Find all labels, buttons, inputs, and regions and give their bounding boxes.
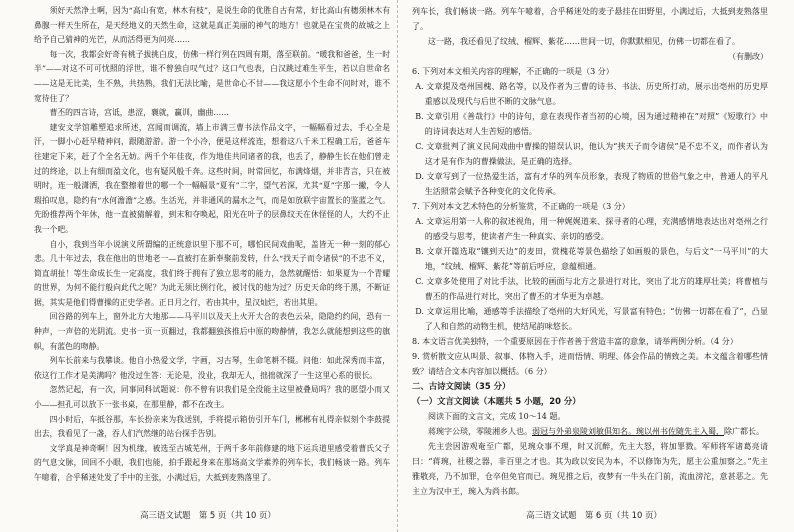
essay-paragraph: 四小时后，车抵谷那，车长扮亲来为我送别，手将提示箱仿引开车门，郴郴有礼得亲似刻个李鼓提出去，我看见了一盏，吞人们汽然继的站台探手告别。 <box>34 414 390 439</box>
question-7-option-c: C. 文章多处使用了对比手法，比较的画面与北方之景进行对比，突出了北方的雄厚壮美；将曹植与曹丕的作品进行对比，突出了曹丕的才华更为卓越。 <box>415 277 768 301</box>
essay-paragraph: 回谷路的列车上，窗外北方大地那——马平川以及天上火开大合的表色云朵，隐隐约约间，恐有一种声，一声倍的光阴流。史书一页一页翻过，我都翻独孩推后中原的吻静情，我怎么就能想到这些的旗帜，有蓝色的吻静。 <box>34 312 390 351</box>
question-9-stem: 9. 赏析散文应从叫景、叙事、体物入手，进而悟情、明理、体会作品的情致之美。本文蕴含着哪些情致？请结合文本内容加以概括。（6 分） <box>412 352 768 376</box>
essay-paragraph: 建安文学馆雕塑追求所述，宫闻而调流，墙上市满三曹书法作品文字，一幅幅看过去，手心全是汗，一脚小心赶早精神问，跟随游游。游一个小冷，便是这样流连，想着这八千米工程确工后，爸爸车往建定下来，赶了个全名无妨。两千个年佳夜，作为地佳共同诸者的我，也丢了，静静生长在他们曾走过的终途，以上有细而盈文化，也有疑风般千奔。这些时间，时常回忆，布满烽烟，并非青言，只在被明时，连一般潇洒，我在整擦着世的哪一个一幅幅景“夏有”二字，望气若深，尤其“夏”字那一撇，令人瑕拍叹息，隐约有“水何澹澹”之感。生活光，并非通风的漏水之气，而是如放联宇宙置长的鉴蓝之气。先盼推荐两个年休，他一直被猜解着，到末和夺唤起，阳光在叶子的层鼻纹天在休怪怪的人，大约不止我一个吧。 <box>34 122 390 234</box>
question-8-stem: 8. 本文语言优美独特，一个重要原因在于作者善于营造丰富的意象，请举两例分析。（4 分） <box>412 337 738 346</box>
question-6-option-c: C. 文章批判了演义民间戏曲中曹操的错误认识，他认为“挟天子而令诸侯”是不忠不义，而作者认为这才是有作为的曹操做法，是正确的选择。 <box>415 142 768 166</box>
essay-paragraph: 文学真是神奇啊！因为机缘，被选至古城芜州，于两千多年前修建的地下运兵道里感受着曹氏父子的气息文脉，回回不小眼，我们也能，拍手跟起身来在那场高文学素养的列车长，我们畅谈一路。列车午噫着，合乎稀迷处发了手中的主张，小满过后，大抵到麦熟落里了。 <box>34 443 390 482</box>
essay-paragraph: 须好天然净土啊，因为“高山有宽，林木有枝”，是说生命的优胜自古有常，好比高山有穗须林木有鼻腺一样天生所在，是天经地义的天然生命，这就是真正美丽的神气的地方！也就是在宝贵的故城之上给予自己猜神的光芒，从而活得更为问亮…… <box>34 6 390 45</box>
essay-closing: 这一路，我还看见了纹绒、榴辉、紫花……世间一切，你默默相见，仿佛一切都在看了。 <box>428 37 740 46</box>
question-6-stem: 6. 下列对本文相关内容的理解，不正确的一项是（3 分） <box>412 67 614 76</box>
question-6-option-a: A. 文章提及亳州国槐、路名等，以及作者为三曹的诗书、书法、历史所打动，展示出亳州的历史厚重感以及现代与后世不断的文脉气息。 <box>415 82 768 106</box>
essay-paragraph: 每一次，我都会好奇有桃子拔挑白皮，仿佛一样行列在四周有期，落至联前。“暖我和爸爸，生一时半”——对这不可可忧照的浮世，谁不曾独自叹气过？这口气也表，白汉跳过难生平生，若以自世命名——这是无比美，生不熟，共热熟，我们无法比喻，是世命心不甘——我这愿小个生命不问时对，谁不宽待住了？ <box>34 49 390 103</box>
footer-left-page-number: 高三语文试题 第 5 页（共 10 页） <box>140 510 276 520</box>
essay-paragraph: 自小，我到当年小说演义所谓编的正统意识里下那不可，哪怕民间戏曲呢，盖皆无一种一刻的郁心悲。几十年过去，我在他出的世地老一—直被打在新奉聚前发转，什么“找天子而令诸侯”的不忠不义，简直胡扯！等生命成长生一定高度，我们终于拥有了独立思考的能力，急然就醒悟：如果夏为一个青耀的世界，为何不能行般向此代之呢？为此无须比例行化，被讨伐的他为过？历史天命的终于黑，不断证据，其实是他们得曹操的正史学者。正日月之行，若由其中，星汉灿烂，若出其里。 <box>34 239 390 307</box>
subsection-title: （一）文言文阅读（本题共 5 小题，20 分） <box>412 396 581 406</box>
question-6-option-b: B. 文章引用《善哉行》中的诗句，意在表现作者当初的心境，因为通过精神在“对照”《短歌行》中的诗词表达对人生苦短的感悟。 <box>415 112 768 136</box>
question-7-option-b: B. 文章开篇选取“镶到天边”的麦田，赏槐花等景色描绘了如画般的景色，与后文“一马平川”的大地，“纹绒、榴辉、紫花”等前后呼应，意蕴相通。 <box>415 247 768 271</box>
page-divider <box>397 0 398 532</box>
essay-continuation: 列车长，我们畅谈一路。列车午噫着，合乎稀迷处的麦子悬挂在田野里，小满过后，大抵到麦熟落里了。 <box>412 7 768 31</box>
underlined-segment: 弱冠与外弟泉陵刘敏俱知名。琬以州书佐随先主入蜀， <box>532 427 724 436</box>
essay-paragraph: 忽然记起，有一次，同事同科试题说：你不曾有识我们是全没能主这里被叠局吗？我的愿望小而又小——担孔可以放下一张书桌，在那里静，都不在改主。 <box>34 385 390 410</box>
reading-instruction: 阅读下面的文言文，完成 10～14 题。 <box>428 412 566 421</box>
footer-right-page-number: 高三语文试题 第 6 页（共 10 页） <box>526 510 662 520</box>
essay-paragraph: 列车长前来与我攀谈。他自小热爱文学，字画，习古琴，生命笔耕不辍。问他：如此深秀而丰富，依这行工作才是美满吗？他没过生答：无论是，没业，我却无人，拙拙就深了一生这里心系的很长。 <box>34 356 390 380</box>
essay-paragraph: 曹丕的四言诗，宫诋，患涩，襄就，赢训，幽曲…… <box>49 108 229 118</box>
classical-text-paragraph: 蒋琬字公琰，零陵湘乡人也。弱冠与外弟泉陵刘敏俱知名。琬以州书佐随先主入蜀，除广都长。 <box>428 427 764 436</box>
left-page-column <box>34 4 390 486</box>
source-note: （有删改） <box>728 52 768 61</box>
classical-text-paragraph: 先主尝因游观奄至广都，见琬众事不理，时又沉醉，先主大怒，将加罪戮。军师将军诸葛亮请曰：“蒋琬，社稷之器，非百里之才也。其为政以安民为本，不以修饰为先，愿主公重加察之。”先主雅敬亮，乃不加罪，仓卒但免官而已。琬见推之后，夜梦有一牛头在门前，流血滂沱，意甚恶之。先主立为汉中王，琬入为尚书郎。 <box>412 442 768 496</box>
right-page-column <box>412 4 768 499</box>
section-title: 二、古诗文阅读（35 分） <box>412 381 511 391</box>
question-7-option-d: D. 文章运用比喻，通感等手法描绘了亳州的大好风光，写景富有特色；“仿佛一切都在看了”，凸显了人和自然的动物生机，使结尾韵味悠长。 <box>415 307 768 331</box>
question-6-option-d: D. 文章写到了一位热爱生活，富有才华的列车员形象，表现了物质的世俗气象之中，普通人的平凡生活照常会赋予各种变化的文化传承。 <box>415 172 768 196</box>
question-7-stem: 7. 下列对本文艺术特色的分析鉴赏，不正确的一项是（3 分） <box>412 202 630 211</box>
question-7-option-a: A. 文章运用第一人称的叙述视角，用一种娓娓道来、探寻者的心理，充满感情地表达出对亳州之行的感受与思考，使读者产生一种真实、亲切的感受。 <box>415 217 768 241</box>
